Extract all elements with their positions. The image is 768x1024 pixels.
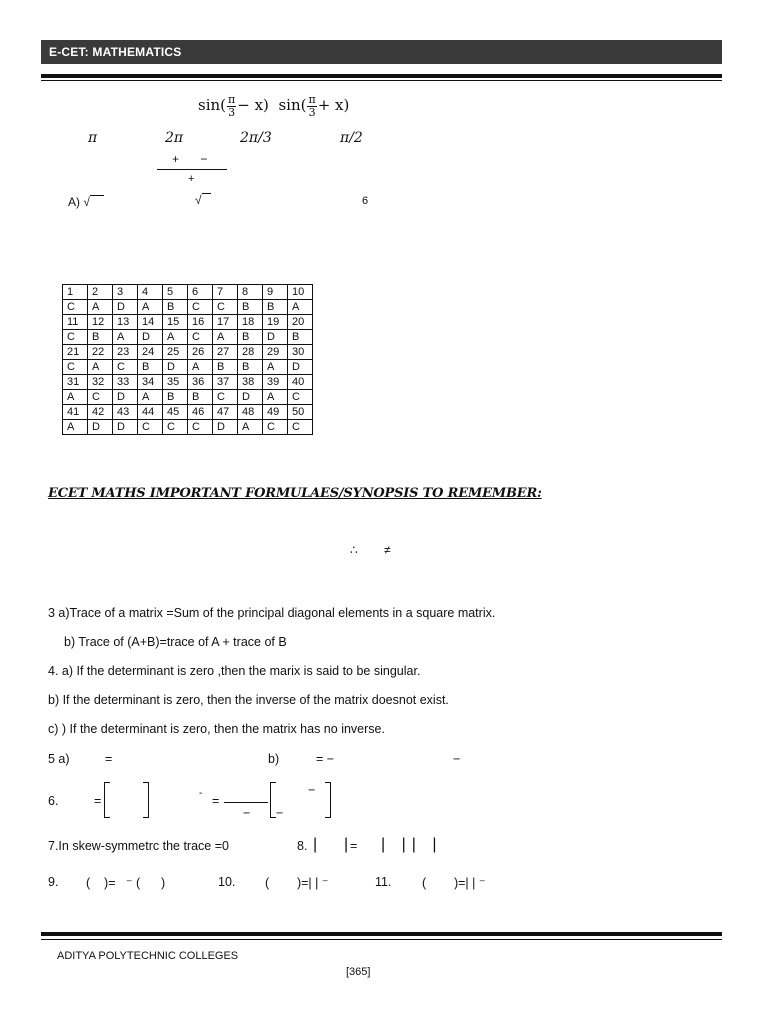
plus-sign: +	[188, 173, 195, 185]
table-cell: D	[88, 420, 113, 435]
matrix-bracket-left	[104, 782, 110, 823]
table-cell: B	[263, 300, 288, 315]
table-cell: 14	[138, 315, 163, 330]
table-cell: A	[288, 300, 313, 315]
table-cell: 28	[238, 345, 263, 360]
formula-8-eq: =	[350, 839, 358, 853]
formula-6: 6.	[48, 794, 59, 808]
table-cell: A	[188, 360, 213, 375]
table-row	[63, 390, 313, 405]
formula-9-body: ( )= ⁻ ( )	[86, 876, 166, 890]
fraction-bar-6	[224, 802, 268, 803]
table-cell: 46	[188, 405, 213, 420]
formula-5b: b)	[268, 752, 280, 766]
table-cell: 10	[288, 285, 313, 300]
table-cell: 45	[163, 405, 188, 420]
table-cell: 11	[63, 315, 88, 330]
table-cell: B	[238, 300, 263, 315]
table-cell: A	[88, 300, 113, 315]
table-cell: 22	[88, 345, 113, 360]
table-cell: B	[188, 390, 213, 405]
header-bar	[41, 40, 722, 64]
table-row	[63, 285, 313, 300]
expr-sin-2: sin(	[278, 96, 307, 114]
determinant-bars-3: | || |	[381, 836, 443, 853]
formula-6-eq: =	[94, 794, 102, 808]
table-cell: A	[263, 390, 288, 405]
table-cell: 33	[113, 375, 138, 390]
fraction-pi-over-3-b: $\frac{\pi}{3}$	[308, 92, 316, 119]
table-cell: 36	[188, 375, 213, 390]
formula-5a: 5 a)	[48, 752, 70, 766]
table-cell: C	[188, 300, 213, 315]
footer-rule-thin	[41, 939, 722, 940]
table-cell: 12	[88, 315, 113, 330]
table-cell: 25	[163, 345, 188, 360]
table-cell: 27	[213, 345, 238, 360]
table-cell: A	[163, 330, 188, 345]
table-cell: C	[213, 390, 238, 405]
table-cell: 39	[263, 375, 288, 390]
table-cell: 7	[213, 285, 238, 300]
table-cell: A	[263, 360, 288, 375]
table-cell: B	[88, 330, 113, 345]
table-cell: 6	[188, 285, 213, 300]
table-cell: C	[288, 390, 313, 405]
question-expression	[198, 90, 349, 120]
option-a-root: A) √	[68, 195, 90, 209]
table-cell: 29	[263, 345, 288, 360]
footer-college-name: ADITYA POLYTECHNIC COLLEGES	[57, 950, 239, 962]
number-six: 6	[362, 195, 369, 207]
formula-6-minus3: −	[276, 806, 284, 820]
table-cell: 40	[288, 375, 313, 390]
table-row	[63, 330, 313, 345]
determinant-bar-1: |	[313, 836, 318, 853]
table-cell: 42	[88, 405, 113, 420]
formula-6-eq2: =	[212, 794, 220, 808]
section-heading: ECET MATHS IMPORTANT FORMULAES/SYNOPSIS TO REMEMBER:	[48, 486, 542, 501]
table-cell: A	[138, 390, 163, 405]
table-cell: B	[138, 360, 163, 375]
table-cell: B	[163, 300, 188, 315]
not-equal-symbol: ≠	[384, 543, 391, 557]
formula-11-body: ( )=| | ⁻	[422, 876, 486, 890]
table-cell: 48	[238, 405, 263, 420]
table-cell: 3	[113, 285, 138, 300]
table-cell: D	[263, 330, 288, 345]
formula-5a-eq: =	[105, 752, 113, 766]
table-cell: C	[88, 390, 113, 405]
table-cell: C	[213, 300, 238, 315]
table-cell: 19	[263, 315, 288, 330]
table-cell: B	[288, 330, 313, 345]
table-cell: A	[238, 420, 263, 435]
table-cell: 23	[113, 345, 138, 360]
table-cell: 35	[163, 375, 188, 390]
table-cell: 34	[138, 375, 163, 390]
root-overline-a	[90, 195, 104, 196]
formula-6-minus4: −	[308, 783, 316, 797]
table-cell: D	[138, 330, 163, 345]
option-2pi: 2π	[165, 130, 184, 146]
table-cell: D	[238, 390, 263, 405]
table-cell: C	[113, 360, 138, 375]
table-cell: B	[238, 360, 263, 375]
table-cell: C	[138, 420, 163, 435]
option-pi: π	[88, 130, 98, 146]
formula-3a: 3 a)Trace of a matrix =Sum of the principal diagonal elements in a square matrix.	[48, 606, 496, 620]
table-cell: C	[63, 300, 88, 315]
table-cell: C	[288, 420, 313, 435]
table-cell: A	[88, 360, 113, 375]
therefore-symbol: ∴	[350, 543, 358, 557]
table-row	[63, 360, 313, 375]
option-pi-over-2: π/2	[340, 130, 363, 146]
expr-minus-x: − x)	[237, 96, 269, 114]
expr-plus-x: + x)	[317, 96, 350, 114]
table-cell: 21	[63, 345, 88, 360]
formula-11: 11.	[375, 875, 392, 889]
formula-10: 10.	[218, 875, 236, 889]
formula-7: 7.In skew-symmetrc the trace =0	[48, 839, 229, 853]
table-cell: C	[163, 420, 188, 435]
formula-10-body: ( )=| | ⁻	[265, 876, 329, 890]
table-row	[63, 375, 313, 390]
footer-rule-thick	[41, 932, 722, 936]
formula-6-minus2: −	[243, 806, 251, 820]
table-cell: B	[163, 390, 188, 405]
table-cell: 20	[288, 315, 313, 330]
table-cell: 50	[288, 405, 313, 420]
table-cell: 37	[213, 375, 238, 390]
table-cell: D	[163, 360, 188, 375]
expr-sin-1: sin(	[198, 96, 227, 114]
root-overline-b	[202, 193, 211, 194]
table-cell: 5	[163, 285, 188, 300]
plus-minus-signs: + −	[172, 152, 208, 166]
formula-3b: b) Trace of (A+B)=trace of A + trace of B	[64, 635, 287, 649]
table-cell: C	[63, 360, 88, 375]
formula-5b-eq: = −	[316, 752, 335, 766]
determinant-bar-2: |	[344, 836, 349, 853]
table-cell: D	[113, 300, 138, 315]
table-cell: A	[138, 300, 163, 315]
table-row	[63, 345, 313, 360]
formula-5b-minus: −	[453, 752, 461, 766]
formula-9: 9.	[48, 875, 59, 889]
formula-8: 8.	[297, 839, 308, 853]
table-cell: D	[113, 390, 138, 405]
table-cell: D	[213, 420, 238, 435]
root-sign: √	[195, 193, 202, 207]
table-cell: 1	[63, 285, 88, 300]
header-rule-thin	[41, 80, 722, 81]
table-cell: 31	[63, 375, 88, 390]
table-cell: A	[113, 330, 138, 345]
table-cell: 16	[188, 315, 213, 330]
table-row	[63, 300, 313, 315]
table-cell: 15	[163, 315, 188, 330]
table-cell: 44	[138, 405, 163, 420]
table-row	[63, 420, 313, 435]
fraction-pi-over-3: $\frac{\pi}{3}$	[228, 92, 236, 119]
formula-4b: b) If the determinant is zero, then the inverse of the matrix doesnot exist.	[48, 693, 449, 707]
table-cell: 9	[263, 285, 288, 300]
table-cell: 47	[213, 405, 238, 420]
table-cell: A	[63, 420, 88, 435]
table-cell: D	[288, 360, 313, 375]
table-cell: C	[188, 330, 213, 345]
table-cell: C	[263, 420, 288, 435]
header-rule-thick	[41, 74, 722, 78]
table-row	[63, 315, 313, 330]
table-cell: 41	[63, 405, 88, 420]
table-row	[63, 405, 313, 420]
answer-key-table	[62, 284, 313, 435]
table-cell: 30	[288, 345, 313, 360]
table-cell: B	[213, 360, 238, 375]
table-cell: 13	[113, 315, 138, 330]
matrix-bracket-right	[143, 782, 149, 823]
table-cell: B	[238, 330, 263, 345]
table-cell: A	[63, 390, 88, 405]
fraction-bar	[157, 169, 227, 170]
table-cell: C	[188, 420, 213, 435]
table-cell: 17	[213, 315, 238, 330]
table-cell: 32	[88, 375, 113, 390]
table-cell: 2	[88, 285, 113, 300]
table-cell: 43	[113, 405, 138, 420]
table-cell: 26	[188, 345, 213, 360]
table-cell: C	[63, 330, 88, 345]
formula-4a: 4. a) If the determinant is zero ,then the marix is said to be singular.	[48, 664, 421, 678]
table-cell: 8	[238, 285, 263, 300]
matrix-bracket-right-2	[325, 782, 331, 823]
formula-6-minus: -	[199, 788, 203, 799]
table-cell: 24	[138, 345, 163, 360]
formula-4c: c) ) If the determinant is zero, then the matrix has no inverse.	[48, 722, 385, 736]
table-cell: 38	[238, 375, 263, 390]
page-number: [365]	[346, 966, 371, 978]
table-cell: D	[113, 420, 138, 435]
option-2pi-over-3: 2π/3	[240, 130, 272, 146]
table-cell: A	[213, 330, 238, 345]
header-title: E-CET: MATHEMATICS	[49, 45, 182, 59]
table-cell: 49	[263, 405, 288, 420]
table-cell: 4	[138, 285, 163, 300]
table-cell: 18	[238, 315, 263, 330]
